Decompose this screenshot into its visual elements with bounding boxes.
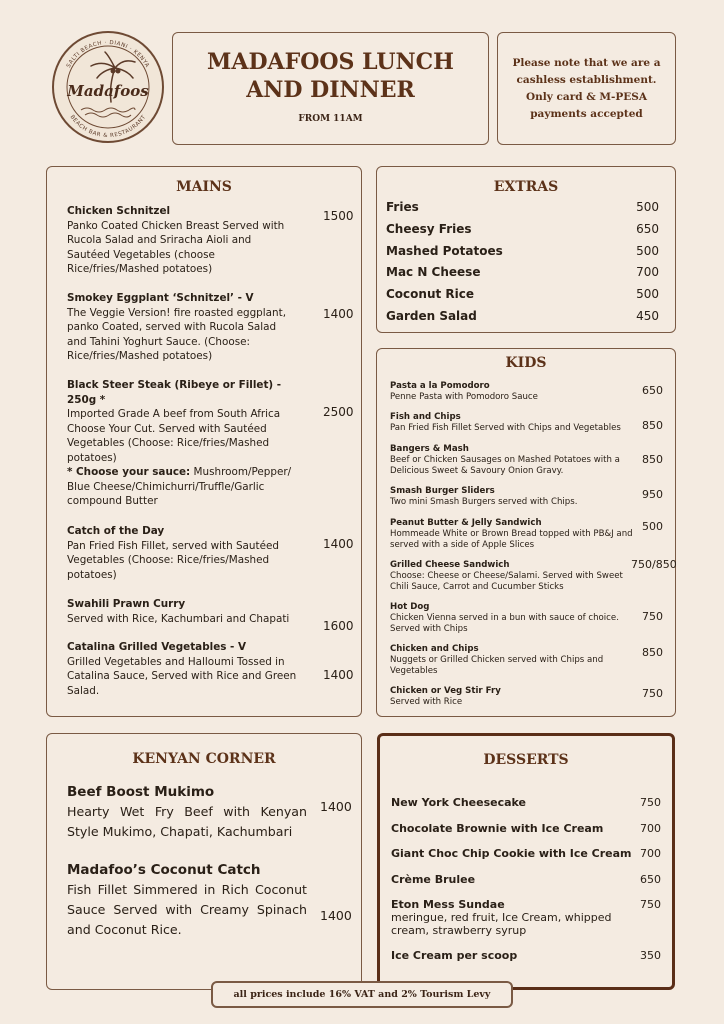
kenyan-corner-section (46, 733, 362, 990)
item-price: 850 (642, 453, 663, 466)
kids-section (376, 348, 676, 717)
item-price: 850 (642, 419, 663, 432)
item-name: Swahili Prawn Curry (67, 598, 186, 610)
section-title-kids: KIDS (505, 355, 547, 371)
item-price: 700 (640, 822, 661, 835)
item-price: 750 (642, 610, 663, 623)
item-name: Smash Burger Sliders (390, 486, 495, 496)
item-description: Served with Rice (390, 697, 463, 707)
item-price: 750 (642, 687, 663, 700)
extra-item (386, 244, 659, 258)
item-name: Madafoo’s Coconut Catch (67, 862, 261, 878)
item-name: Bangers & Mash (390, 444, 469, 454)
item-name: Catalina Grilled Vegetables - V (67, 641, 247, 653)
item-price: 500 (636, 244, 659, 258)
menu-item (67, 204, 297, 277)
item-name: Mac N Cheese (386, 265, 481, 279)
title-box (172, 32, 489, 145)
item-price: 1400 (323, 537, 354, 551)
sauce-note-label: * Choose your sauce: (67, 466, 191, 478)
item-description: Beef or Chicken Sausages on Mashed Potatoes with a Delicious Sweet & Savoury Onion Gravy. (390, 455, 620, 476)
item-description: Hearty Wet Fry Beef with Kenyan Style Mukimo, Chapati, Kachumbari (67, 804, 307, 839)
item-name: Chocolate Brownie with Ice Cream (391, 822, 604, 835)
payment-note-line: Only card & M-PESA (526, 91, 647, 103)
item-price: 1400 (323, 668, 354, 682)
item-price: 850 (642, 646, 663, 659)
menu-item (390, 518, 636, 551)
menu-item (390, 444, 636, 477)
item-description: Panko Coated Chicken Breast Served with Rucola Salad and Sriracha Aioli and Sautéed Vegetables (choose Rice/fries/Mashed potatoes) (67, 219, 285, 276)
item-description: meringue, red fruit, Ice Cream, whipped cream, strawberry syrup (391, 911, 612, 937)
item-name: Fries (386, 200, 419, 214)
item-price: 1500 (323, 209, 354, 223)
item-name: Eton Mess Sundae (391, 898, 505, 911)
menu-item (391, 822, 627, 835)
payment-note-line: payments accepted (530, 108, 643, 120)
section-title-extras: EXTRAS (493, 179, 559, 195)
extra-item (386, 200, 659, 214)
item-description: Pan Fried Fish Fillet, served with Sautéed Vegetables (Choose: Rice/fries/Mashed potatoes) (67, 539, 279, 581)
menu-item (391, 796, 627, 809)
sauce-note-text: Mushroom/Pepper/ Blue Cheese/Chimichurri/Truffle/Garlic compound Butter (67, 466, 292, 508)
item-name: Black Steer Steak (Ribeye or Fillet) - 250g * (67, 379, 282, 406)
item-price: 2500 (323, 405, 354, 419)
menu-item (391, 898, 627, 937)
menu-item (390, 381, 636, 403)
item-name: Coconut Rice (386, 287, 475, 301)
item-name: Grilled Cheese Sandwich (390, 560, 510, 570)
item-price: 500 (636, 287, 659, 301)
item-name: Peanut Butter & Jelly Sandwich (390, 518, 542, 528)
menu-item (67, 860, 307, 940)
item-name: Pasta a la Pomodoro (390, 381, 490, 391)
menu-item (391, 847, 641, 860)
menu-item (67, 782, 307, 842)
price-disclaimer: all prices include 16% VAT and 2% Tourism Levy (233, 989, 491, 1000)
item-price: 450 (636, 309, 659, 323)
item-name: Ice Cream per scoop (391, 949, 518, 962)
item-description: Served with Rice, Kachumbari and Chapati (67, 612, 290, 625)
menu-item (390, 686, 636, 708)
menu-item (67, 378, 297, 466)
extras-section (376, 166, 676, 333)
item-name: Fish and Chips (390, 412, 461, 422)
extra-item (386, 287, 659, 301)
item-price: 1400 (323, 307, 354, 321)
item-price: 650 (640, 873, 661, 886)
payment-note (506, 55, 667, 123)
logo-ring-text-bottom: BEACH BAR & RESTAURANT (68, 114, 148, 140)
item-name: New York Cheesecake (391, 796, 526, 809)
item-name: Mashed Potatoes (386, 244, 503, 258)
price-disclaimer-box (211, 981, 513, 1008)
item-description: Nuggets or Grilled Chicken served with Chips and Vegetables (390, 655, 604, 676)
item-name: Smokey Eggplant ‘Schnitzel’ - V (67, 292, 254, 304)
menu-item (391, 873, 627, 886)
item-name: Chicken and Chips (390, 644, 479, 654)
item-price: 500 (642, 520, 663, 533)
menu-item (390, 644, 636, 677)
madafoos-logo (51, 30, 165, 144)
item-price: 650 (636, 222, 659, 236)
section-title-kenyan-corner: KENYAN CORNER (132, 751, 276, 767)
payment-note-line: cashless establishment. (516, 74, 657, 86)
item-name: Beef Boost Mukimo (67, 784, 215, 800)
item-price: 1400 (320, 799, 352, 814)
menu-item (67, 291, 297, 364)
desserts-section (377, 733, 675, 990)
section-title-desserts: DESSERTS (483, 752, 569, 768)
menu-item (390, 602, 636, 635)
item-price: 350 (640, 949, 661, 962)
item-price: 700 (636, 265, 659, 279)
logo-ring-text-top: SALTI BEACH · DIANI · KENYA (65, 39, 151, 69)
menu-item (67, 597, 297, 626)
item-name: Hot Dog (390, 602, 430, 612)
item-description: Chicken Vienna served in a bun with sauce of choice. Served with Chips (390, 613, 619, 634)
menu-title-line-2: AND DINNER (246, 77, 415, 103)
item-description: Penne Pasta with Pomodoro Sauce (390, 392, 538, 402)
extra-item (386, 309, 659, 323)
item-description: Imported Grade A beef from South Africa Choose Your Cut. Served with Sautéed Vegetables (Choose: Rice/fries/Mashed potatoes) (67, 408, 281, 464)
item-price: 750 (640, 898, 661, 911)
item-price: 500 (636, 200, 659, 214)
item-price: 750 (640, 796, 661, 809)
item-price: 650 (642, 384, 663, 397)
payment-note-box (497, 32, 676, 145)
item-description: Hommeade White or Brown Bread topped with PB&J and served with a side of Apple Slices (390, 529, 633, 550)
item-description: Two mini Smash Burgers served with Chips. (390, 497, 578, 507)
section-title-mains: MAINS (176, 179, 232, 195)
extra-item (386, 222, 659, 236)
item-name: Giant Choc Chip Cookie with Ice Cream (391, 847, 632, 860)
item-price: 700 (640, 847, 661, 860)
item-description: Pan Fried Fish Fillet Served with Chips and Vegetables (390, 423, 621, 433)
menu-item (390, 412, 636, 434)
menu-subtitle: FROM 11AM (298, 114, 363, 124)
sauce-note (67, 465, 297, 509)
menu-item (391, 949, 627, 962)
item-name: Crème Brulee (391, 873, 476, 886)
item-description: Grilled Vegetables and Halloumi Tossed in Catalina Sauce, Served with Rice and Green Salad. (67, 655, 297, 697)
menu-title-line-1: MADAFOOS LUNCH (207, 49, 454, 75)
item-description: Choose: Cheese or Cheese/Salami. Served with Sweet Chili Sauce, Carrot and Cucumber Sticks (390, 571, 623, 592)
item-name: Chicken Schnitzel (67, 205, 171, 217)
item-name: Catch of the Day (67, 525, 165, 537)
item-description: Fish Fillet Simmered in Rich Coconut Sauce Served with Creamy Spinach and Coconut Rice. (67, 882, 307, 937)
item-description: The Veggie Version! fire roasted eggplant, panko Coated, served with Rucola Salad and Tahini Yoghurt Sauce. (Choose: Rice/fries/Mashed potatoes) (67, 306, 286, 363)
menu-item (67, 524, 297, 582)
logo-wordmark: Madafoos (67, 82, 149, 100)
menu-item (390, 486, 636, 508)
item-price: 750/850 (631, 558, 677, 571)
extra-item (386, 265, 659, 279)
mains-section (46, 166, 362, 717)
menu-item (390, 560, 636, 593)
item-price: 950 (642, 488, 663, 501)
item-price: 1400 (320, 908, 352, 923)
item-price: 1600 (323, 619, 354, 633)
payment-note-line: Please note that we are a (512, 57, 661, 69)
item-name: Chicken or Veg Stir Fry (390, 686, 501, 696)
item-name: Cheesy Fries (386, 222, 472, 236)
item-name: Garden Salad (386, 309, 477, 323)
menu-item (67, 640, 297, 698)
